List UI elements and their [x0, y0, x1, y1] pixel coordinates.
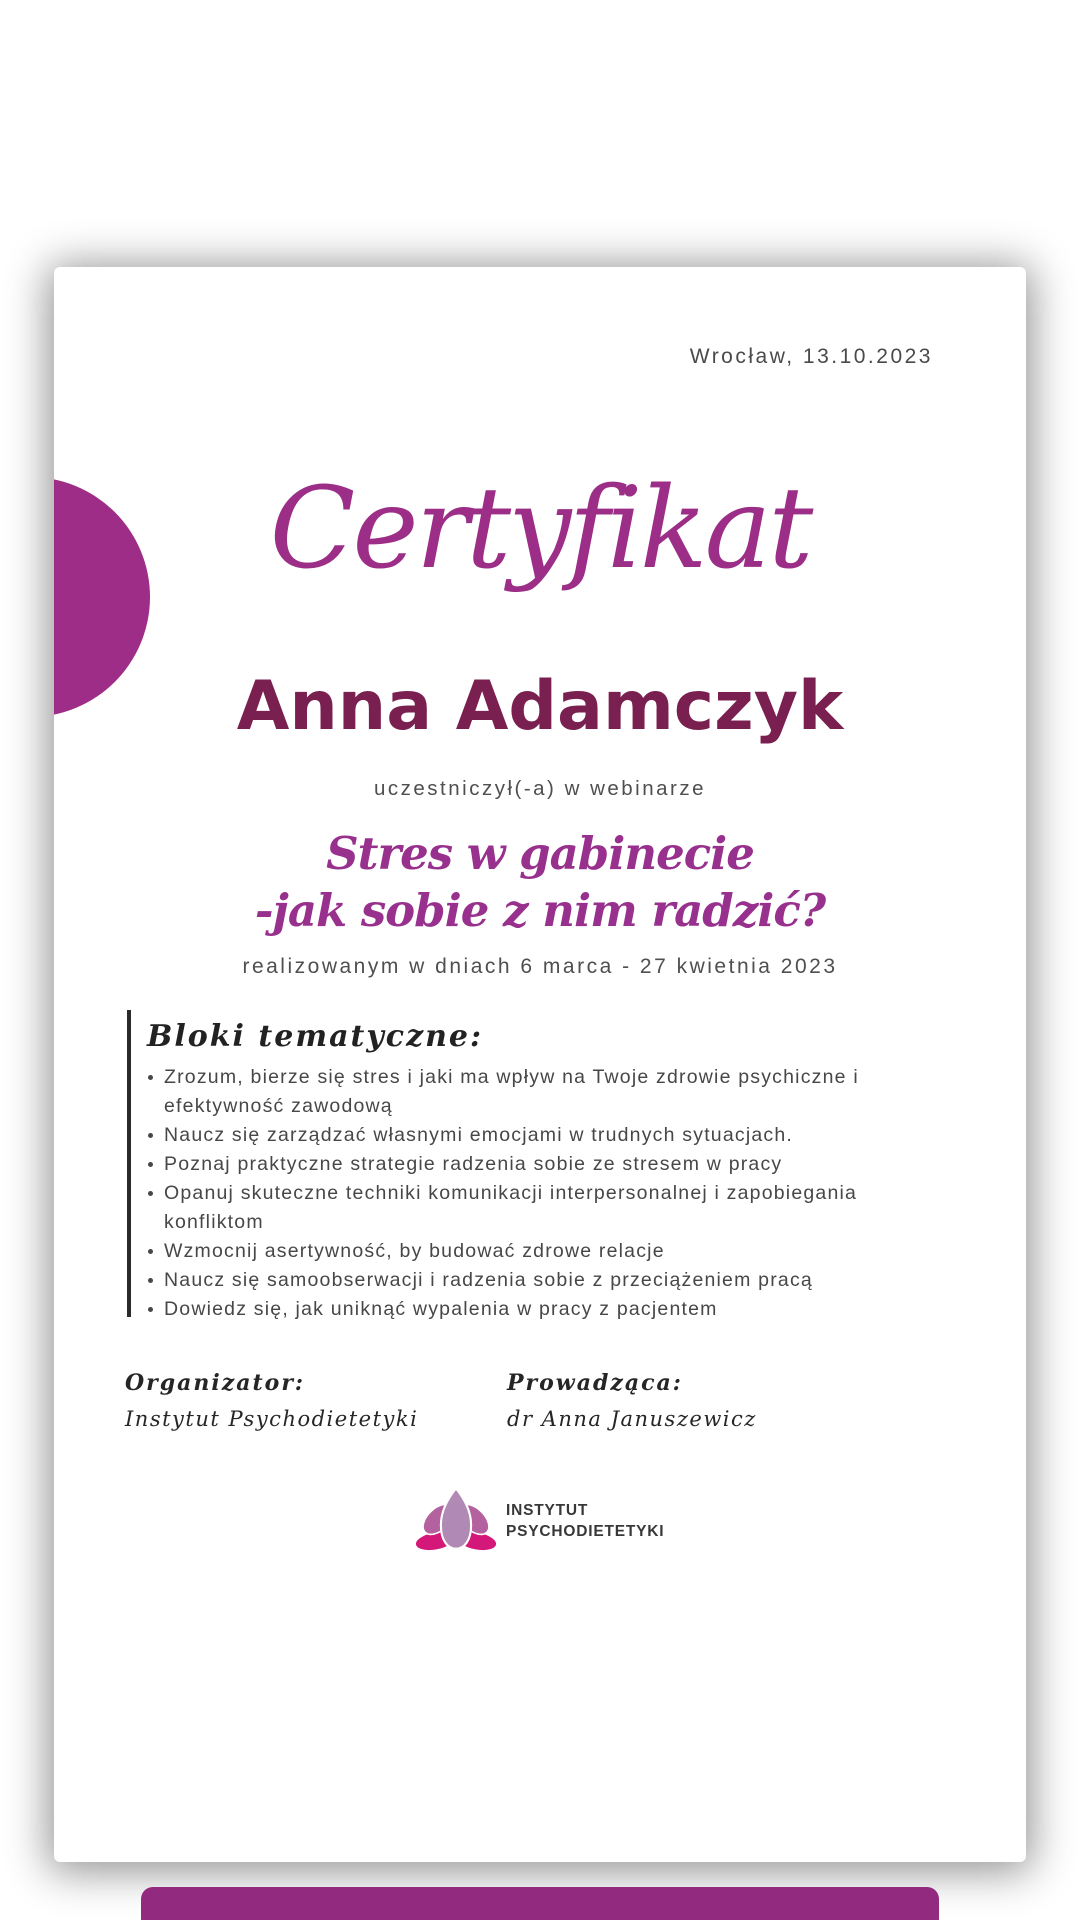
- topics-heading: Bloki tematyczne:: [147, 1019, 484, 1054]
- institute-logo-text: [506, 1500, 664, 1542]
- topic-item: Naucz się zarządzać własnymi emocjami w trudnych sytuacjach.: [148, 1121, 958, 1150]
- institute-logo: [414, 1485, 664, 1557]
- issue-place-date: Wrocław, 13.10.2023: [689, 345, 933, 368]
- lecturer-name: dr Anna Januszewicz: [507, 1407, 757, 1431]
- lecturer-label: Prowadząca:: [507, 1370, 683, 1396]
- topic-item: Poznaj praktyczne strategie radzenia sobie ze stresem w pracy: [148, 1150, 958, 1179]
- webinar-title-line2: -jak sobie z nim radzić?: [254, 884, 826, 937]
- certificate-title: Certyfikat: [269, 464, 811, 594]
- topic-item: Dowiedz się, jak uniknąć wypalenia w pracy z pacjentem: [148, 1295, 958, 1324]
- topic-item: Zrozum, bierze się stres i jaki ma wpływ na Twoje zdrowie psychiczne i efektywność zawodową: [148, 1063, 958, 1121]
- topic-item: Wzmocnij asertywność, by budować zdrowe relacje: [148, 1237, 958, 1266]
- bottom-decoration-band: [141, 1887, 939, 1920]
- webinar-title-line1: Stres w gabinecie: [326, 827, 754, 880]
- organizer-label: Organizator:: [125, 1370, 306, 1396]
- topic-item: Naucz się samoobserwacji i radzenia sobie z przeciążeniem pracą: [148, 1266, 958, 1295]
- lotus-flower-icon: [414, 1485, 498, 1557]
- topic-item: Opanuj skuteczne techniki komunikacji interpersonalnej i zapobiegania konfliktom: [148, 1179, 958, 1237]
- topics-accent-bar: [127, 1010, 131, 1317]
- logo-line2: PSYCHODIETETYKI: [506, 1523, 665, 1540]
- webinar-title: [54, 825, 1026, 939]
- lecturer-block: [507, 1370, 757, 1431]
- event-date-range: realizowanym w dniach 6 marca - 27 kwietnia 2023: [242, 955, 838, 978]
- topics-list: [148, 1063, 958, 1324]
- organizer-block: [125, 1370, 418, 1431]
- recipient-name: Anna Adamczyk: [236, 667, 844, 746]
- organizer-name: Instytut Psychodietetyki: [125, 1407, 419, 1431]
- participation-line: uczestniczył(-a) w webinarze: [373, 777, 707, 800]
- certificate-page: [54, 267, 1026, 1862]
- logo-line1: INSTYTUT: [506, 1502, 589, 1519]
